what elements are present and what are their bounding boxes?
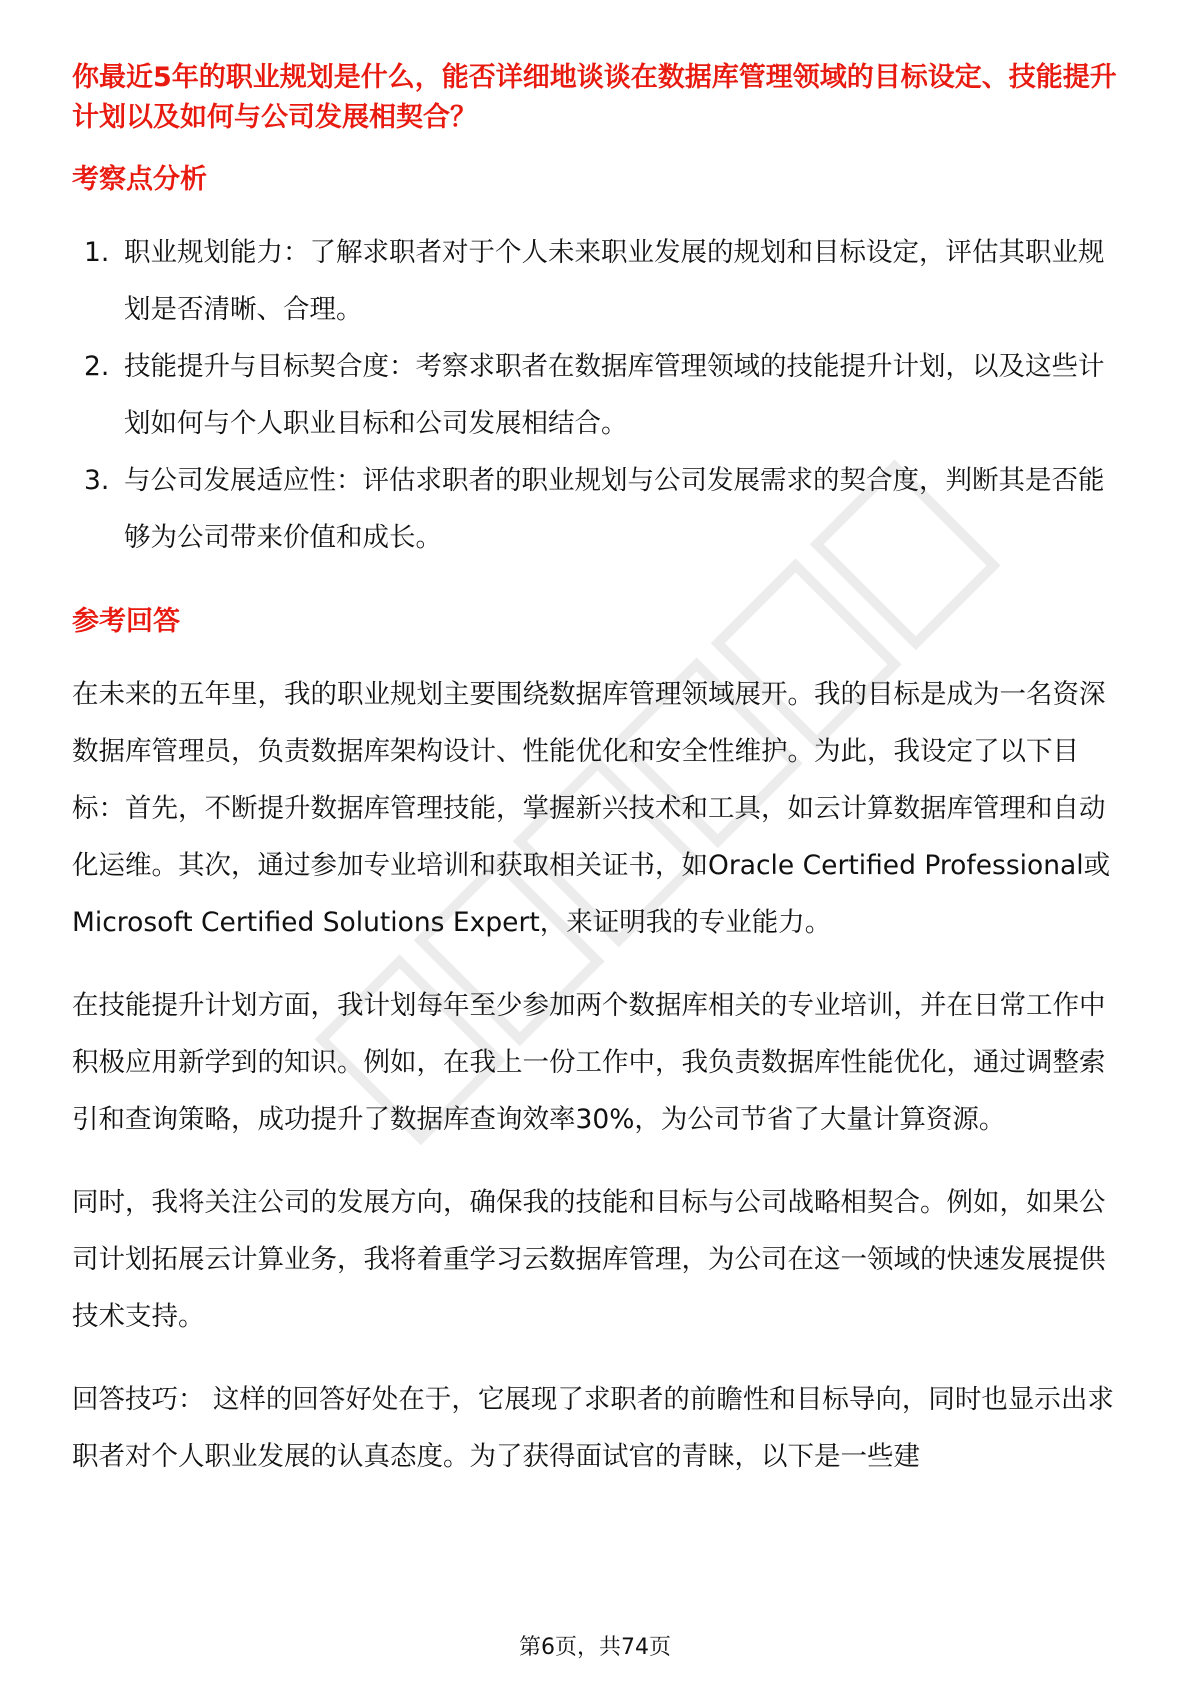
answer-heading: 参考回答 xyxy=(72,606,180,637)
answer-paragraph: 同时，我将关注公司的发展方向，确保我的技能和目标与公司战略相契合。例如，如果公司计划拓展云计算业务，我将着重学习云数据库管理，为公司在这一领域的快速发展提供技术支持。 xyxy=(72,1187,1106,1332)
document-page xyxy=(72,58,1122,1511)
analysis-point xyxy=(72,452,1122,566)
point-text: 职业规划能力：了解求职者对于个人未来职业发展的规划和目标设定，评估其职业规划是否清晰、合理。 xyxy=(124,237,1105,325)
point-number: 1. xyxy=(84,237,110,268)
point-number: 2. xyxy=(84,351,110,382)
point-text: 与公司发展适应性：评估求职者的职业规划与公司发展需求的契合度，判断其是否能够为公司带来价值和成长。 xyxy=(124,465,1105,553)
analysis-points xyxy=(72,224,1122,566)
analysis-point xyxy=(72,338,1122,452)
answer-paragraph: 在技能提升计划方面，我计划每年至少参加两个数据库相关的专业培训，并在日常工作中积极应用新学到的知识。例如，在我上一份工作中，我负责数据库性能优化，通过调整索引和查询策略，成功提升了数据库查询效率30%，为公司节省了大量计算资源。 xyxy=(72,990,1106,1135)
point-text: 技能提升与目标契合度：考察求职者在数据库管理领域的技能提升计划，以及这些计划如何与个人职业目标和公司发展相结合。 xyxy=(124,351,1105,439)
answer-tips-paragraph: 回答技巧： 这样的回答好处在于，它展现了求职者的前瞻性和目标导向，同时也显示出求职者对个人职业发展的认真态度。为了获得面试官的青睐，以下是一些建 xyxy=(72,1384,1114,1472)
analysis-heading: 考察点分析 xyxy=(72,164,207,195)
point-number: 3. xyxy=(84,465,110,496)
answer-paragraph: 在未来的五年里，我的职业规划主要围绕数据库管理领域展开。我的目标是成为一名资深数据库管理员，负责数据库架构设计、性能优化和安全性维护。为此，我设定了以下目标：首先，不断提升数据库管理技能，掌握新兴技术和工具，如云计算数据库管理和自动化运维。其次，通过参加专业培训和获取相关证书，如Oracle Certified Professional或Microsoft Certified Solutions Expert，来证明我的专业能力。 xyxy=(72,679,1111,938)
page-footer: 第6页，共74页 xyxy=(519,1635,671,1660)
question-title: 你最近5年的职业规划是什么，能否详细地谈谈在数据库管理领域的目标设定、技能提升计划以及如何与公司发展相契合？ xyxy=(72,62,1117,133)
analysis-point xyxy=(72,224,1122,338)
